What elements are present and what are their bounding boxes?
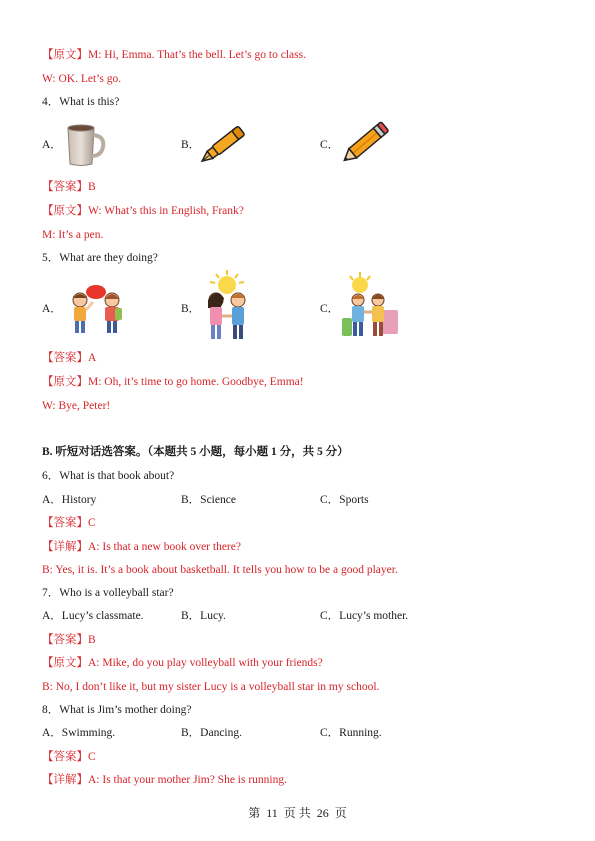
q4-option-b-label: B．: [181, 139, 201, 151]
q8-option-b: B．Dancing.: [181, 727, 243, 739]
q6-question: 6．What is that book about?: [42, 470, 175, 482]
q6-option-c: C．Sports: [320, 494, 369, 506]
answer-tag: 【答案】: [42, 634, 88, 646]
answer-tag: 【答案】: [42, 517, 88, 529]
q5-option-b-label: B．: [181, 303, 201, 315]
q3-script-line2: W: OK. Let’s go.: [42, 73, 122, 85]
q6-detail-line2: B: Yes, it is. It’s a book about basketball. It tells you how to be a good player.: [42, 564, 398, 576]
page-footer: 第 11 页 共 26 页: [248, 806, 347, 820]
q7-question: 7．Who is a volleyball star?: [42, 587, 174, 599]
q8-detail-line1: 【详解】A: Is that your mother Jim? She is running.: [42, 774, 287, 786]
script-tag: 【原文】: [42, 49, 88, 61]
kids-waving-icon: [60, 282, 130, 338]
q5-answer: 【答案】A: [42, 352, 97, 364]
q7-script-line2: B: No, I don’t like it, but my sister Lucy is a volleyball star in my school.: [42, 681, 380, 693]
q8-question: 8．What is Jim’s mother doing?: [42, 704, 192, 716]
page-number: 11: [266, 806, 278, 820]
q5-script-line1: 【原文】M: Oh, it’s time to go home. Goodbye, Emma!: [42, 376, 304, 388]
q4-option-a-label: A．: [42, 139, 62, 151]
q7-script-line1: 【原文】A: Mike, do you play volleyball with your friends?: [42, 657, 323, 669]
answer-tag: 【答案】: [42, 751, 88, 763]
detail-tag: 【详解】: [42, 774, 88, 786]
answer-tag: 【答案】: [42, 181, 88, 193]
script-tag: 【原文】: [42, 205, 88, 217]
q4-answer: 【答案】B: [42, 181, 96, 193]
q6-detail-line1: 【详解】A: Is that a new book over there?: [42, 541, 241, 553]
total-pages: 26: [316, 806, 329, 820]
section-b-heading: B. 听短对话选答案。（本题共 5 小题，每小题 1 分，共 5 分）: [42, 446, 349, 458]
script-tag: 【原文】: [42, 657, 88, 669]
q4-script-line2: M: It’s a pen.: [42, 229, 104, 241]
q6-answer: 【答案】C: [42, 517, 96, 529]
q7-option-c: C．Lucy’s mother.: [320, 610, 409, 622]
q4-option-c-label: C．: [320, 139, 340, 151]
detail-tag: 【详解】: [42, 541, 88, 553]
kids-holding-hands-icon: [198, 268, 256, 344]
q6-option-a: A．History: [42, 494, 97, 506]
q5-question: 5．What are they doing?: [42, 252, 158, 264]
pencil-icon: [337, 118, 393, 168]
q7-option-a: A．Lucy’s classmate.: [42, 610, 144, 622]
q8-option-a: A．Swimming.: [42, 727, 116, 739]
q5-option-a-label: A．: [42, 303, 62, 315]
q4-script-line1: 【原文】W: What’s this in English, Frank?: [42, 205, 244, 217]
q8-option-c: C．Running.: [320, 727, 382, 739]
q3-script-line1: 【原文】M: Hi, Emma. That’s the bell. Let’s go to class.: [42, 49, 306, 61]
q8-answer: 【答案】C: [42, 751, 96, 763]
q5-option-c-label: C．: [320, 303, 340, 315]
kids-playing-icon: [338, 270, 400, 342]
q5-script-line2: W: Bye, Peter!: [42, 400, 111, 412]
q7-answer: 【答案】B: [42, 634, 96, 646]
q6-option-b: B．Science: [181, 494, 236, 506]
q7-option-b: B．Lucy.: [181, 610, 226, 622]
answer-tag: 【答案】: [42, 352, 88, 364]
script-tag: 【原文】: [42, 376, 88, 388]
mug-icon: [58, 118, 110, 170]
q4-question: 4．What is this?: [42, 96, 120, 108]
fountain-pen-icon: [198, 118, 254, 168]
